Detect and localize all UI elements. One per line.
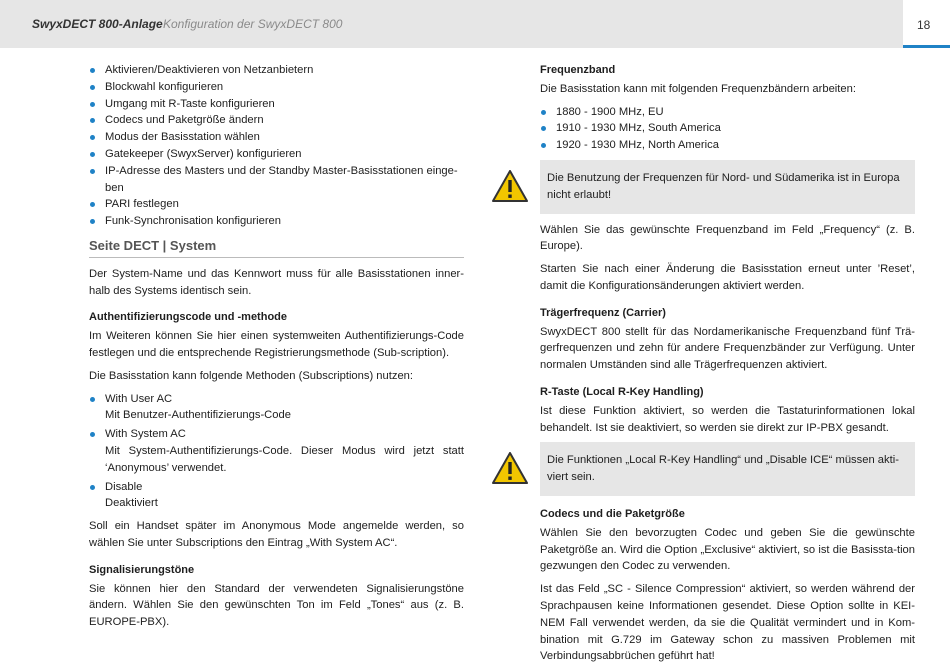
list-item: Codecs und Paketgröße ändern <box>89 112 464 129</box>
frequency-heading: Frequenzband <box>540 64 616 76</box>
method-description: Deaktiviert <box>105 497 158 510</box>
tones-paragraph: Sie können hier den Standard der verwendeten Signalisierungstöne ändern. Wählen Sie den gewünschten Ton im Feld „Tones“ aus (z. B. EUROPE-PBX). <box>89 582 464 629</box>
bullet-icon <box>90 135 95 140</box>
rkey-heading: R-Taste (Local R-Key Handling) <box>540 385 704 398</box>
auth-paragraph: Im Weiteren können Sie hier einen systemweiten Authentifizierungs-Code festlegen und die entsprechende Registrierungsmethode (Sub-scription). <box>89 330 464 359</box>
bullet-icon <box>90 485 95 490</box>
left-column <box>89 62 464 637</box>
warning-icon <box>492 452 528 484</box>
frequency-paragraph: Starten Sie nach einer Änderung die Basisstation erneut unter ’Reset’, damit die Konfigurationsänderungen aktiviert werden. <box>540 263 915 292</box>
bullet-icon <box>90 85 95 90</box>
document-title: SwyxDECT 800-Anlage <box>32 17 163 31</box>
bullet-icon <box>90 152 95 157</box>
list-item: Blockwahl konfigurieren <box>89 79 464 96</box>
bullet-icon <box>90 102 95 107</box>
warning-notice <box>540 160 915 214</box>
auth-heading: Authentifizierungscode und -methode <box>89 311 287 324</box>
frequency-list <box>540 104 915 154</box>
notice-text: Die Funktionen „Local R-Key Handling“ und „Disable ICE“ müssen akti-viert sein. <box>547 454 899 484</box>
list-item: 1880 - 1900 MHz, EU <box>540 104 915 121</box>
auth-paragraph: Soll ein Handset später im Anonymous Mode angemelde werden, so wählen Sie unter Subscriptions den Eintrag „With System AC“. <box>89 520 464 549</box>
method-description: Mit Benutzer-Authentifizierungs-Code <box>105 409 291 422</box>
list-item <box>89 479 464 513</box>
list-item <box>89 391 464 425</box>
list-item: Umgang mit R-Taste konfigurieren <box>89 96 464 113</box>
list-item: 1920 - 1930 MHz, North America <box>540 137 915 154</box>
notice-text: Die Benutzung der Frequenzen für Nord- und Südamerika ist in Europa nicht erlaubt! <box>547 171 900 201</box>
bullet-icon <box>541 143 546 148</box>
bullet-icon <box>541 110 546 115</box>
intro-paragraph: Der System-Name und das Kennwort muss für alle Basisstationen inner-halb des Systems identisch sein. <box>89 267 464 297</box>
frequency-paragraph: Die Basisstation kann mit folgenden Frequenzbändern arbeiten: <box>540 82 856 95</box>
method-description: Mit System-Authentifizierungs-Code. Dieser Modus wird jetzt statt ‘Anonymous’ verwendet. <box>105 444 464 474</box>
bullet-icon <box>541 126 546 131</box>
method-name: Disable <box>105 480 143 493</box>
list-item: Funk-Synchronisation konfigurieren <box>89 213 464 230</box>
chapter-title: Konfiguration der SwyxDECT 800 <box>163 17 343 31</box>
list-item: Gatekeeper (SwyxServer) konfigurieren <box>89 146 464 163</box>
bullet-icon <box>90 202 95 207</box>
bullet-icon <box>90 219 95 224</box>
page-header <box>0 0 950 48</box>
list-item: IP-Adresse des Masters und der Standby Master-Basisstationen einge-ben <box>89 163 464 197</box>
section-title: Seite DECT | System <box>89 238 464 258</box>
warning-icon <box>492 170 528 202</box>
right-column <box>540 62 915 671</box>
codec-heading: Codecs und die Paketgröße <box>540 507 685 520</box>
frequency-paragraph: Wählen Sie das gewünschte Frequenzband im Feld „Frequency“ (z. B. Europe). <box>540 223 915 253</box>
codec-paragraph: Wählen Sie den bevorzugten Codec und geben Sie die gewünschte Paketgröße an. Wird die Option „Exclusive“ aktiviert, so ist die Basissta-tion gezwungen den Codec zu verwenden. <box>540 526 915 573</box>
list-item: PARI festlegen <box>89 196 464 213</box>
list-item: Aktivieren/Deaktivieren von Netzanbietern <box>89 62 464 79</box>
codec-paragraph: Ist das Feld „SC - Silence Compression“ aktiviert, so werden während der Sprachpausen keine Informationen gesendet. Diese Option sollte in KEI-NEM Fall verwendet werden, da sie die Qualität vermindert und in Kom-bination mit G.729 im Gateway schon zu massiven Problemen mit Verbindungsabbrüchen geführt hat! <box>540 583 915 663</box>
bullet-icon <box>90 68 95 73</box>
bullet-icon <box>90 432 95 437</box>
list-item: 1910 - 1930 MHz, South America <box>540 120 915 137</box>
tones-heading: Signalisierungstöne <box>89 563 195 576</box>
list-item: Modus der Basisstation wählen <box>89 129 464 146</box>
auth-paragraph: Die Basisstation kann folgende Methoden (Subscriptions) nutzen: <box>89 369 414 382</box>
bullet-icon <box>90 118 95 123</box>
list-item <box>89 426 464 476</box>
carrier-paragraph: SwyxDECT 800 stellt für das Nordamerikanische Frequenzband fünf Trä-gerfrequenzen und zehn für andere Frequenzbänder zur Verfügung. Unter normalen Umständen sind alle Trägerfrequenzen aktiviert. <box>540 325 915 372</box>
page-number: 18 <box>917 18 931 32</box>
bullet-icon <box>90 169 95 174</box>
method-name: With User AC <box>105 392 173 405</box>
bullet-icon <box>90 397 95 402</box>
rkey-paragraph: Ist diese Funktion aktiviert, so werden die Tastaturinformationen lokal behandelt. Ist sie deaktiviert, so werden sie direkt zur IP-PBX gesandt. <box>540 404 915 434</box>
method-list <box>89 391 464 513</box>
page-number-box <box>903 0 950 48</box>
method-name: With System AC <box>105 428 186 441</box>
carrier-heading: Trägerfrequenz (Carrier) <box>540 306 666 319</box>
feature-list <box>89 62 464 230</box>
warning-notice <box>540 442 915 496</box>
